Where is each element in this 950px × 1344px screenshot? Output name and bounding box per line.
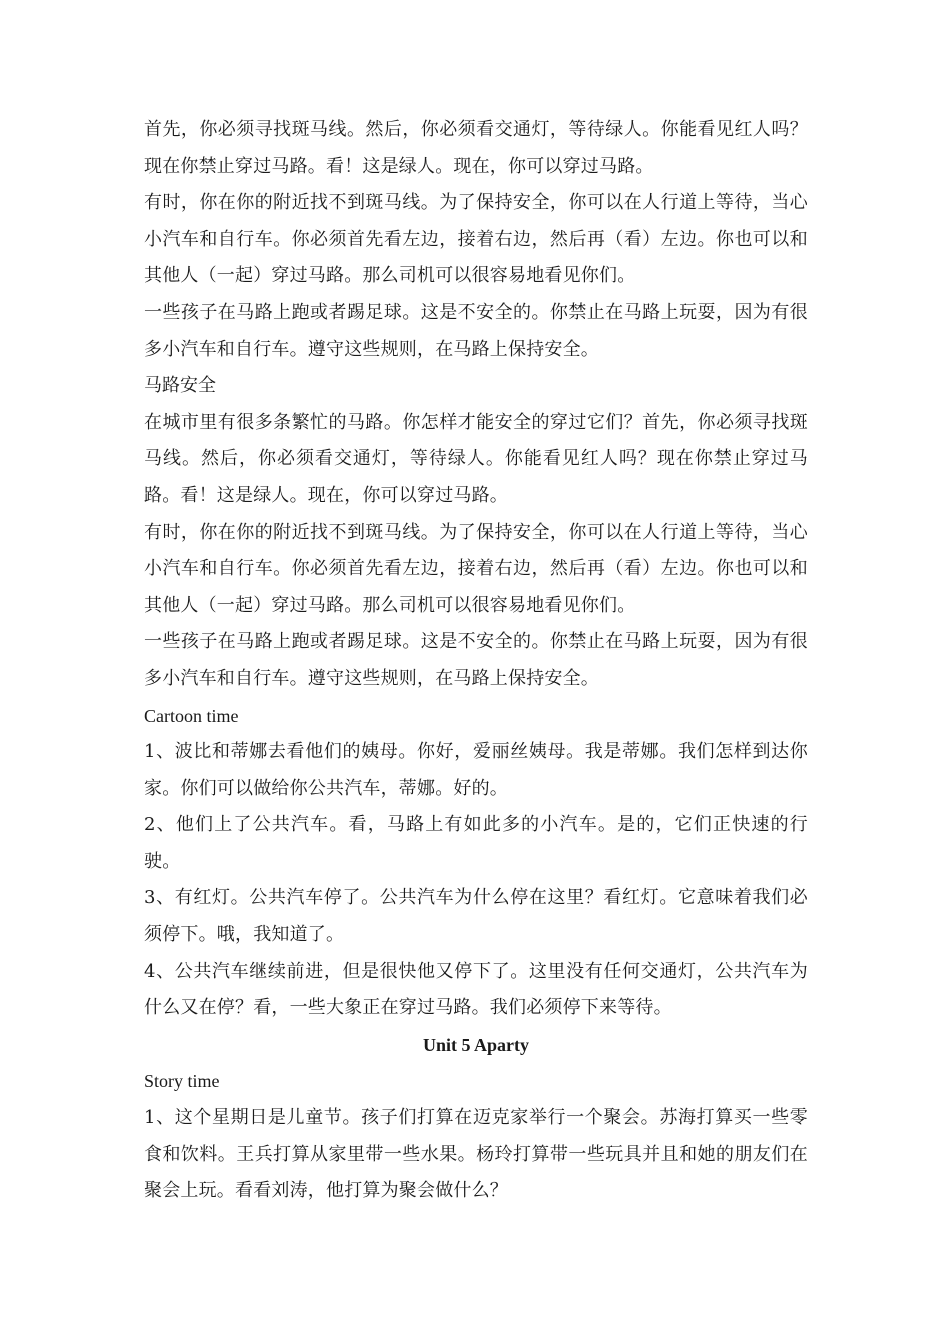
cartoon-item-3: 3、有红灯。公共汽车停了。公共汽车为什么停在这里？看红灯。它意味着我们必须停下。哦，我知道了。 bbox=[144, 887, 808, 946]
paragraph-busy-roads: 在城市里有很多条繁忙的马路。你怎样才能安全的穿过它们？首先，你必须寻找斑马线。然后，你必须看交通灯，等待绿人。你能看见红人吗？现在你禁止穿过马路。看！这是绿人。现在，你可以穿过马路。 bbox=[144, 411, 808, 506]
cartoon-item-1: 1、波比和蒂娜去看他们的姨母。你好，爱丽丝姨母。我是蒂娜。我们怎样到达你家。你们可以做给你公共汽车，蒂娜。好的。 bbox=[144, 741, 808, 799]
document-page bbox=[144, 112, 808, 1210]
section-title-cartoon-time: Cartoon time bbox=[144, 705, 239, 726]
section-title-story-time: Story time bbox=[144, 1071, 220, 1092]
cartoon-item-4: 4、公共汽车继续前进，但是很快他又停下了。这里没有任何交通灯，公共汽车为什么又在停？看，一些大象正在穿过马路。我们必须停下来等待。 bbox=[144, 960, 808, 1019]
paragraph-no-zebra-crossing: 有时，你在你的附近找不到斑马线。为了保持安全，你可以在人行道上等待，当心小汽车和自行车。你必须首先看左边，接着右边，然后再（看）左边。你也可以和其他人（一起）穿过马路。那么司机可以很容易地看见你们。 bbox=[144, 192, 808, 287]
section-title-road-safety: 马路安全 bbox=[144, 375, 216, 397]
cartoon-item-2: 2、他们上了公共汽车。看，马路上有如此多的小汽车。是的，它们正快速的行驶。 bbox=[144, 814, 808, 872]
paragraph-children-play-2: 一些孩子在马路上跑或者踢足球。这是不安全的。你禁止在马路上玩耍，因为有很多小汽车和自行车。遵守这些规则，在马路上保持安全。 bbox=[144, 631, 808, 689]
paragraph-crossing-steps: 首先，你必须寻找斑马线。然后，你必须看交通灯，等待绿人。你能看见红人吗？现在你禁止穿过马路。看！这是绿人。现在，你可以穿过马路。 bbox=[144, 119, 808, 177]
paragraph-children-play: 一些孩子在马路上跑或者踢足球。这是不安全的。你禁止在马路上玩耍，因为有很多小汽车和自行车。遵守这些规则，在马路上保持安全。 bbox=[144, 301, 808, 360]
paragraph-no-zebra-crossing-2: 有时，你在你的附近找不到斑马线。为了保持安全，你可以在人行道上等待，当心小汽车和自行车。你必须首先看左边，接着右边，然后再（看）左边。你也可以和其他人（一起）穿过马路。那么司机可以很容易地看见你们。 bbox=[144, 521, 808, 616]
story-item-1: 1、这个星期日是儿童节。孩子们打算在迈克家举行一个聚会。苏海打算买一些零食和饮料。王兵打算从家里带一些水果。杨玲打算带一些玩具并且和她的朋友们在聚会上玩。看看刘涛，他打算为聚会做什么？ bbox=[144, 1107, 808, 1202]
unit-title: Unit 5 Aparty bbox=[422, 1034, 529, 1055]
